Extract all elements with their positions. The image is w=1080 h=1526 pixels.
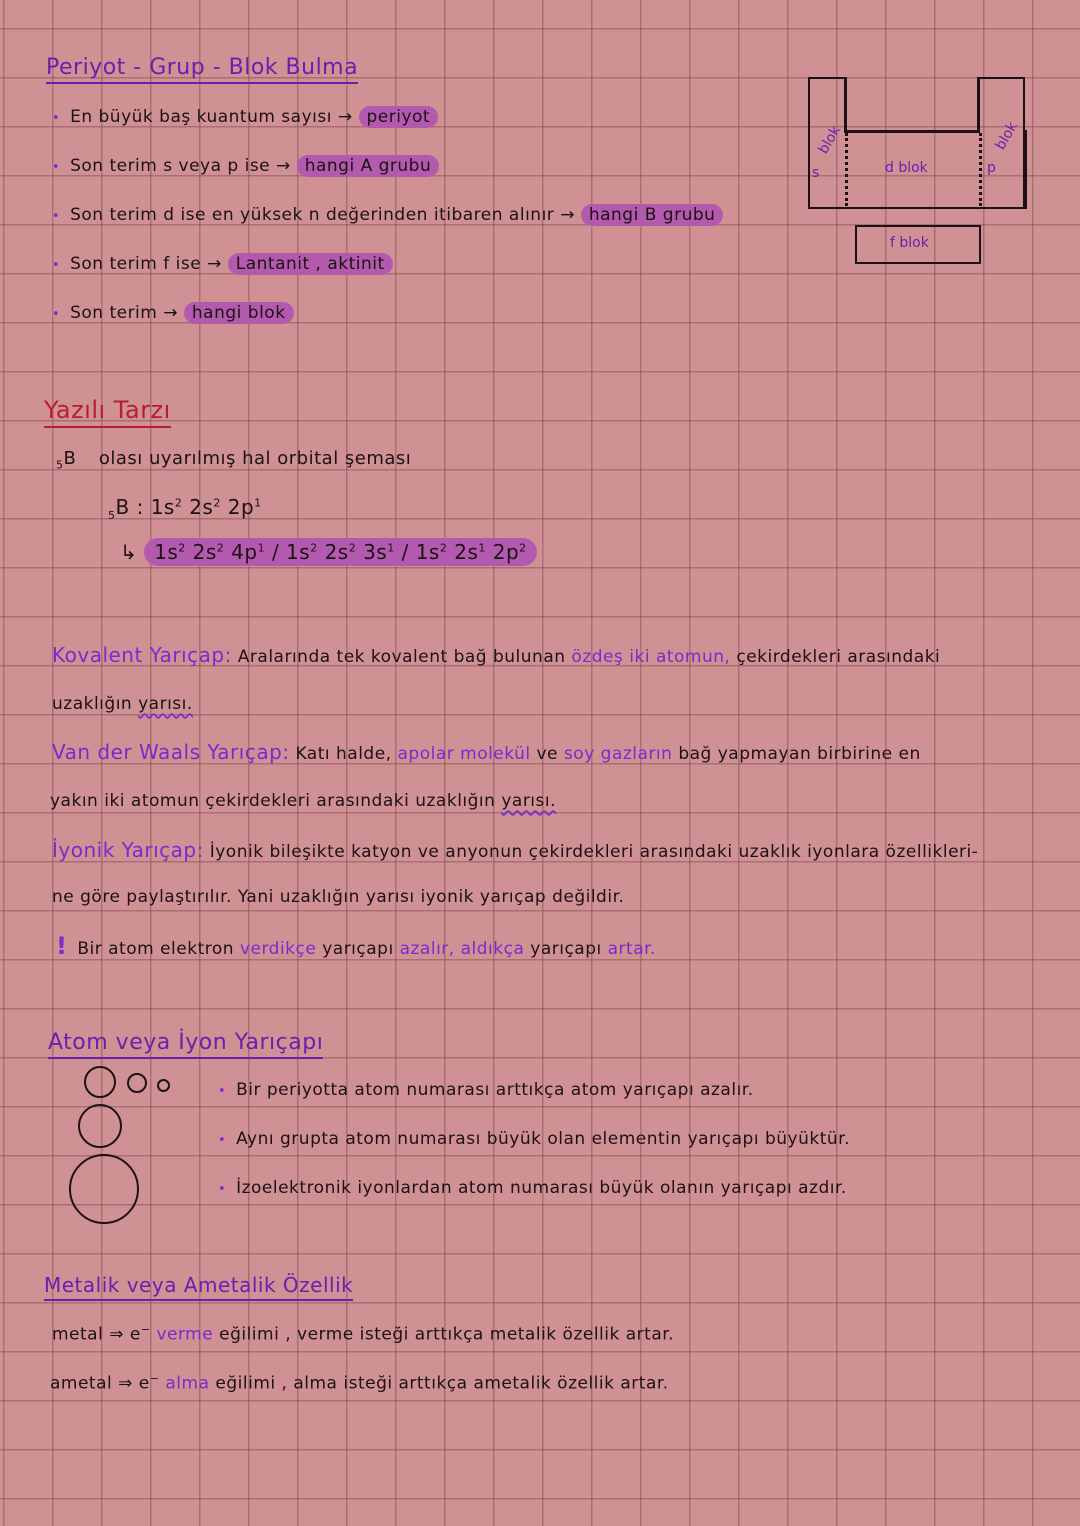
bullet-icon: • xyxy=(52,209,61,224)
d-block-label: d blok xyxy=(885,160,928,176)
electron-count: 2 xyxy=(310,541,318,555)
definition-kovalent-line2 xyxy=(52,694,193,714)
p-blok-word: blok xyxy=(992,119,1022,153)
orbital: 1s xyxy=(286,540,311,564)
item-text: Son terim s veya p ise → xyxy=(70,156,291,176)
orbital: 2s xyxy=(189,495,214,519)
item-text: Son terim d ise en yüksek n değerinden itibaren alınır → xyxy=(70,205,575,225)
orbital: 1s xyxy=(415,540,440,564)
definition-term: Kovalent Yarıçap: xyxy=(52,643,232,667)
p-inner-edge xyxy=(977,77,980,132)
electron-count: 2 xyxy=(178,541,186,555)
charge-sup: − xyxy=(140,1323,151,1336)
orbital: 3s xyxy=(363,540,388,564)
question-line xyxy=(56,448,411,472)
separator: / xyxy=(401,540,409,564)
arrow-icon: ↳ xyxy=(120,540,138,564)
note-emphasis: artar. xyxy=(607,939,656,959)
bullet-icon: • xyxy=(52,307,61,322)
orbital: 2s xyxy=(324,540,349,564)
list-item xyxy=(52,205,723,225)
exclamation-icon: ! xyxy=(56,932,68,960)
section-title-yazili-tarzi: Yazılı Tarzı xyxy=(44,396,171,428)
electron-count: 1 xyxy=(257,541,266,555)
list-item xyxy=(52,303,294,323)
note-emphasis: azalır, aldıkça xyxy=(399,939,525,959)
excited-states-line xyxy=(120,540,537,564)
bullet-icon: • xyxy=(218,1182,227,1197)
section-title-periyot-grup-blok: Periyot - Grup - Blok Bulma xyxy=(46,55,358,84)
note-text: yarıçapı xyxy=(322,939,394,959)
circle-icon xyxy=(69,1154,139,1224)
definition-kovalent xyxy=(52,643,940,667)
charge-sup: − xyxy=(149,1372,160,1385)
note-text: yarıçapı xyxy=(530,939,602,959)
list-item xyxy=(52,156,439,176)
electron-count: 2 xyxy=(213,496,221,510)
definition-term: Van der Waals Yarıçap: xyxy=(52,740,290,764)
section-title-metalik-ametalik: Metalik veya Ametalik Özellik xyxy=(44,1273,353,1301)
circle-icon xyxy=(157,1079,170,1092)
orbital: 2p xyxy=(227,495,255,519)
orbital: 1s xyxy=(150,495,175,519)
s-block-label: s xyxy=(812,165,820,181)
separator: / xyxy=(271,540,280,564)
config-atomic-number: 5 xyxy=(108,509,116,522)
s-blok-word: blok xyxy=(815,123,845,157)
definition-text: Aralarında tek kovalent bağ bulunan xyxy=(237,647,566,667)
orbital: 1s xyxy=(154,540,179,564)
bullet-icon: • xyxy=(52,111,61,126)
bullet-text: Bir periyotta atom numarası arttıkça atom yarıçapı azalır. xyxy=(236,1080,754,1100)
bullet-icon: • xyxy=(52,258,61,273)
list-item xyxy=(218,1080,754,1100)
electron-count: 1 xyxy=(254,496,262,510)
note-emphasis: verdikçe xyxy=(239,939,317,959)
note-text: Bir atom elektron xyxy=(77,939,235,959)
d-top-edge xyxy=(844,130,980,133)
circle-icon xyxy=(84,1066,116,1098)
definition-text: bağ yapmayan birbirine en xyxy=(678,744,921,764)
definition-emphasis: yarısı. xyxy=(138,694,193,714)
config-element: B xyxy=(115,495,130,519)
highlight: hangi A grubu xyxy=(297,155,440,177)
list-item xyxy=(52,254,393,274)
item-text: En büyük baş kuantum sayısı → xyxy=(70,107,353,127)
electron-count: 2 xyxy=(348,541,357,555)
orbital: 4p xyxy=(231,540,258,564)
ground-state-config: $_5$B : $1s^2$ $2s^2$ $2p^1$ xyxy=(108,495,262,522)
item-text: Son terim f ise → xyxy=(70,254,222,274)
d-p-divider xyxy=(979,133,982,206)
circle-icon xyxy=(78,1104,122,1148)
highlight: Lantanit , aktinit xyxy=(228,253,393,275)
metal-prefix: metal ⇒ e xyxy=(52,1324,141,1345)
ametal-line xyxy=(50,1372,669,1394)
atomic-number: 5 xyxy=(56,458,64,472)
highlight: hangi blok xyxy=(184,302,294,324)
orbital: 2s xyxy=(454,540,479,564)
definition-text: İyonik bileşikte katyon ve anyonun çekirdekleri arasındaki uzaklık iyonlara özellikleri- xyxy=(209,842,979,862)
bullet-icon: • xyxy=(218,1133,227,1148)
bullet-text: İzoelektronik iyonlardan atom numarası büyük olanın yarıçapı azdır. xyxy=(236,1178,847,1198)
ametal-prefix: ametal ⇒ e xyxy=(50,1373,150,1394)
element-symbol: B xyxy=(63,448,77,469)
definition-text: ve xyxy=(536,744,559,764)
question-text: olası uyarılmış hal orbital şeması xyxy=(98,448,412,469)
definition-iyonik-line2 xyxy=(52,887,624,907)
s-d-divider xyxy=(845,133,848,206)
excited-states-highlight xyxy=(144,538,537,566)
s-inner-edge xyxy=(844,77,847,132)
electron-count: 1 xyxy=(478,541,486,555)
electron-count: 2 xyxy=(174,496,183,510)
electron-count: 2 xyxy=(216,541,225,555)
list-item xyxy=(52,107,438,127)
definition-emphasis: apolar molekül xyxy=(397,744,531,764)
orbital: 2p xyxy=(492,540,520,564)
definition-emphasis: soy gazların xyxy=(563,744,673,764)
orbital: 2s xyxy=(192,540,217,564)
f-block-label: f blok xyxy=(890,235,929,251)
definition-text: yakın iki atomun çekirdekleri arasındaki uzaklığın xyxy=(50,791,496,811)
highlight: periyot xyxy=(359,106,439,128)
definition-term: İyonik Yarıçap: xyxy=(52,838,204,862)
definition-vdw xyxy=(52,740,921,764)
section-title-atom-iyon-yaricapi: Atom veya İyon Yarıçapı xyxy=(48,1030,323,1059)
definition-text: çekirdekleri arasındaki xyxy=(736,647,941,667)
item-text: Son terim → xyxy=(70,303,178,323)
ametal-emphasis: alma xyxy=(165,1373,210,1394)
highlight: hangi B grubu xyxy=(581,204,724,226)
definition-text: ne göre paylaştırılır. Yani uzaklığın yarısı iyonik yarıçap değildir. xyxy=(52,887,625,907)
list-item xyxy=(218,1129,850,1149)
bullet-text: Aynı grupta atom numarası büyük olan elementin yarıçapı büyüktür. xyxy=(236,1129,850,1149)
bullet-icon: • xyxy=(218,1084,227,1099)
electron-count: 2 xyxy=(439,541,448,555)
definition-text: Katı halde, xyxy=(295,744,392,764)
note-line xyxy=(56,932,656,960)
list-item xyxy=(218,1178,847,1198)
metal-line xyxy=(52,1323,674,1345)
metal-text: eğilimi , verme isteği arttıkça metalik özellik artar. xyxy=(219,1324,675,1345)
definition-vdw-line2 xyxy=(50,791,556,811)
definition-iyonik xyxy=(52,838,978,862)
definition-text: uzaklığın xyxy=(52,694,133,714)
circle-icon xyxy=(127,1073,147,1093)
electron-count: 1 xyxy=(387,541,395,555)
definition-emphasis: özdeş iki atomun, xyxy=(571,647,731,667)
ametal-text: eğilimi , alma isteği arttıkça ametalik özellik artar. xyxy=(215,1373,669,1394)
bullet-icon: • xyxy=(52,160,61,175)
electron-count: 2 xyxy=(519,541,527,555)
definition-emphasis: yarısı. xyxy=(501,791,557,811)
metal-emphasis: verme xyxy=(156,1324,214,1345)
p-block-label: p xyxy=(987,160,996,176)
